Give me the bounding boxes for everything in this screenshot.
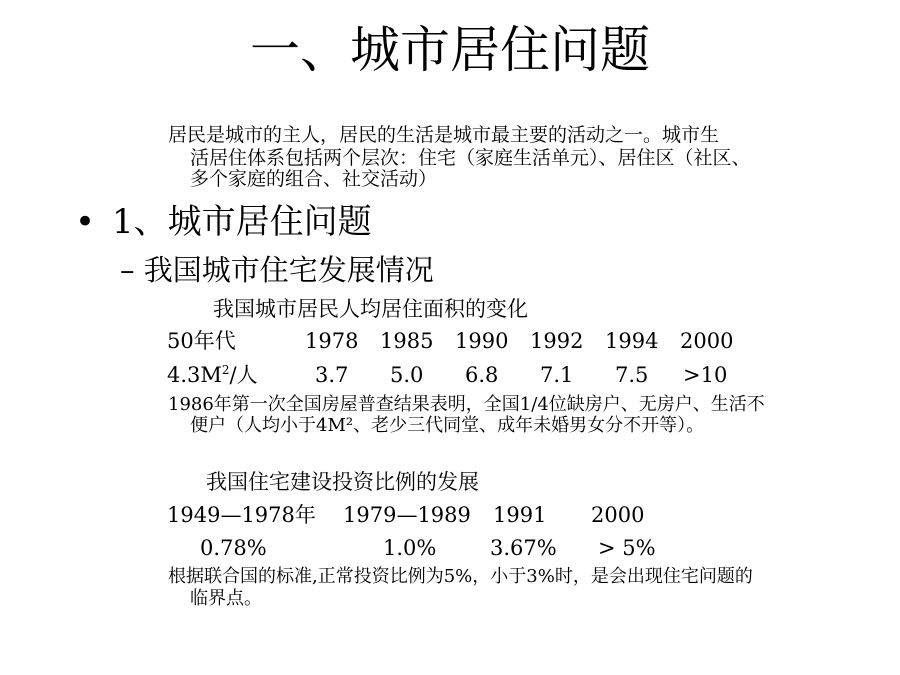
area-value-first <box>167 363 258 388</box>
area-value-unit: /人 <box>229 363 258 387</box>
invest-heading: 我国住宅建设投资比例的发展 <box>206 470 479 494</box>
invest-note-line-2: 临界点。 <box>190 588 262 609</box>
area-value-superscript: 2 <box>221 363 230 377</box>
intro-line-3: 多个家庭的组合、社交活动） <box>190 168 438 190</box>
area-year: 1992 <box>530 329 584 353</box>
invest-period: 1949—1978年 <box>167 503 316 527</box>
invest-value: 1.0% <box>383 536 437 560</box>
area-year: 50年代 <box>167 329 236 353</box>
intro-line-1: 居民是城市的主人，居民的生活是城市最主要的活动之一。城市生 <box>168 124 720 146</box>
intro-line-2: 活居住体系包括两个层次：住宅（家庭生活单元）、居住区（社区、 <box>190 147 751 169</box>
invest-period: 2000 <box>591 503 645 527</box>
area-note-line-1: 1986年第一次全国房屋普查结果表明，全国1/4位缺房户、无房户、生活不 <box>168 394 765 415</box>
invest-value: 3.67% <box>490 536 557 560</box>
invest-period: 1991 <box>493 503 547 527</box>
area-year: 2000 <box>680 329 734 353</box>
area-value: 7.5 <box>615 363 649 387</box>
invest-period: 1979—1989 <box>343 503 471 527</box>
area-value: >10 <box>683 363 728 387</box>
bullet-heading: 1、城市居住问题 <box>112 202 372 242</box>
slide-title: 一、城市居住问题 <box>250 21 650 79</box>
invest-note-line-1: 根据联合国的标准,正常投资比例为5%，小于3%时，是会出现住宅问题的 <box>168 566 753 587</box>
area-year: 1990 <box>455 329 509 353</box>
area-value: 3.7 <box>315 363 349 387</box>
bullet-marker: • <box>75 202 96 242</box>
area-heading: 我国城市居民人均居住面积的变化 <box>213 297 528 321</box>
area-values-row <box>0 363 900 391</box>
area-year: 1994 <box>605 329 659 353</box>
area-value: 5.0 <box>390 363 424 387</box>
area-year: 1978 <box>305 329 359 353</box>
area-value: 7.1 <box>540 363 574 387</box>
invest-periods-row <box>0 503 900 531</box>
area-value: 6.8 <box>465 363 499 387</box>
sub-bullet-heading: – 我国城市住宅发展情况 <box>120 253 434 287</box>
invest-values-row <box>0 536 900 564</box>
invest-value: > 5% <box>598 536 656 560</box>
area-value: 4.3M <box>167 363 222 387</box>
area-note-line-2: 便户（人均小于4M²、老少三代同堂、成年未婚男女分不开等）。 <box>190 415 705 436</box>
area-years-row <box>0 329 900 357</box>
invest-value: 0.78% <box>200 536 267 560</box>
area-year: 1985 <box>380 329 434 353</box>
